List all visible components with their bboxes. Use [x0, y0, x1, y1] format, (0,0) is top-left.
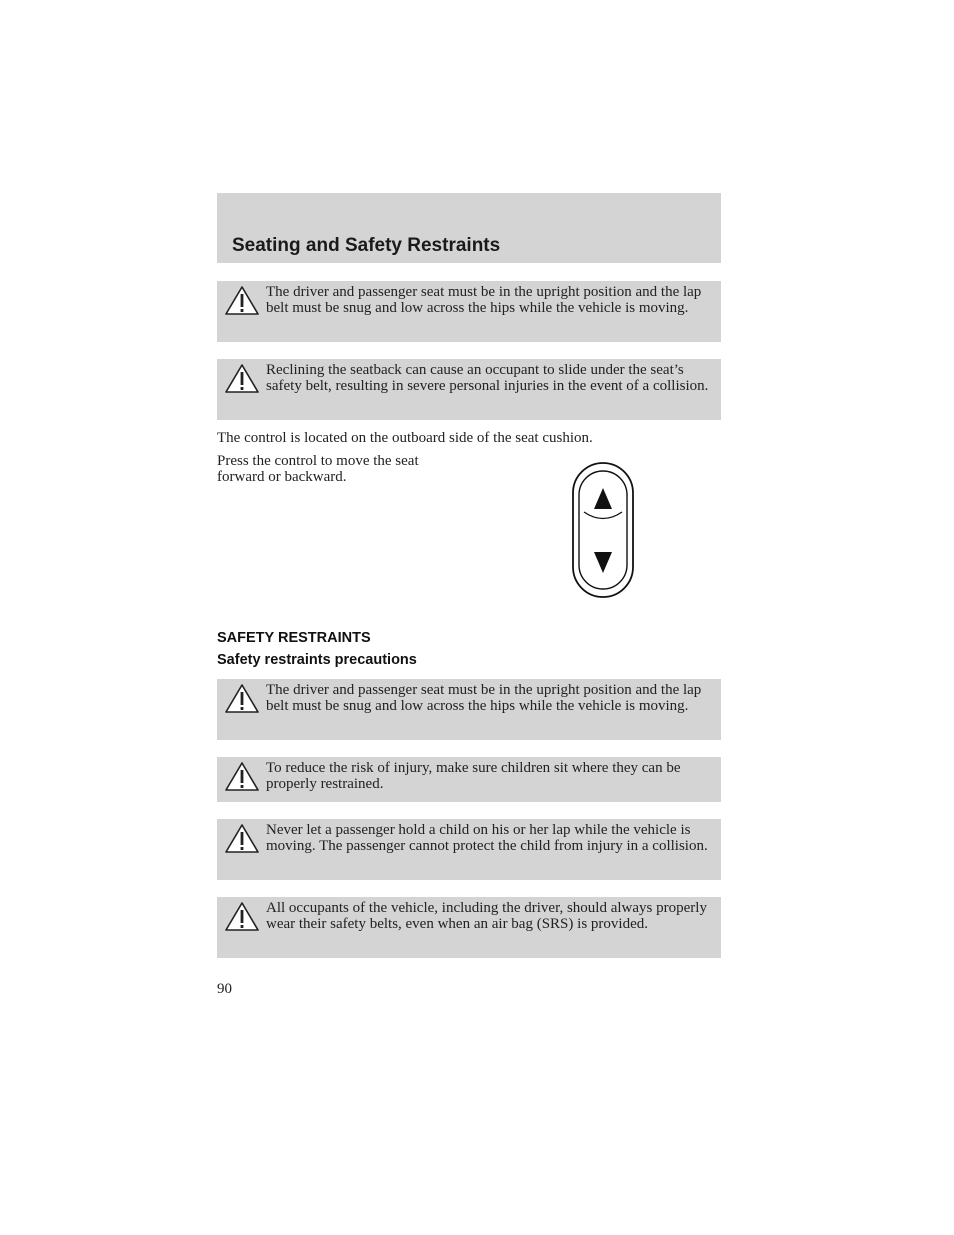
- warning-box: [217, 281, 721, 342]
- section-title: Seating and Safety Restraints: [232, 235, 501, 256]
- warning-triangle-icon: [224, 761, 260, 793]
- warning-text: Reclining the seatback can cause an occupant to slide under the seat’s safety belt, resulting in severe personal injuries in the event of a collision.: [266, 362, 709, 395]
- warning-triangle-icon: [224, 901, 260, 933]
- safety-precautions-subheading: Safety restraints precautions: [217, 652, 417, 668]
- warning-box: [217, 897, 721, 958]
- safety-restraints-heading: SAFETY RESTRAINTS: [217, 630, 371, 646]
- warning-box: [217, 819, 721, 880]
- warning-triangle-icon: [224, 683, 260, 715]
- warning-box: [217, 679, 721, 740]
- warning-triangle-icon: [224, 823, 260, 855]
- section-header: [217, 193, 721, 263]
- warning-text: The driver and passenger seat must be in the upright position and the lap belt must be snug and low across the hips while the vehicle is moving.: [266, 682, 702, 715]
- control-location-text: The control is located on the outboard side of the seat cushion.: [217, 430, 593, 446]
- warning-box: [217, 359, 721, 420]
- warning-text: Never let a passenger hold a child on his or her lap while the vehicle is moving. The passenger cannot protect the child from injury in a collision.: [266, 822, 708, 855]
- press-control-text: Press the control to move the seat forward or backward.: [217, 453, 419, 486]
- page-number: 90: [217, 981, 232, 997]
- warning-triangle-icon: [224, 285, 260, 317]
- seat-control-icon: [571, 461, 635, 599]
- warning-box: [217, 757, 721, 802]
- warning-triangle-icon: [224, 363, 260, 395]
- warning-text: To reduce the risk of injury, make sure children sit where they can be properly restrained.: [266, 760, 681, 793]
- warning-text: The driver and passenger seat must be in the upright position and the lap belt must be snug and low across the hips while the vehicle is moving.: [266, 284, 702, 317]
- warning-text: All occupants of the vehicle, including the driver, should always properly wear their safety belts, even when an air bag (SRS) is provided.: [266, 900, 707, 933]
